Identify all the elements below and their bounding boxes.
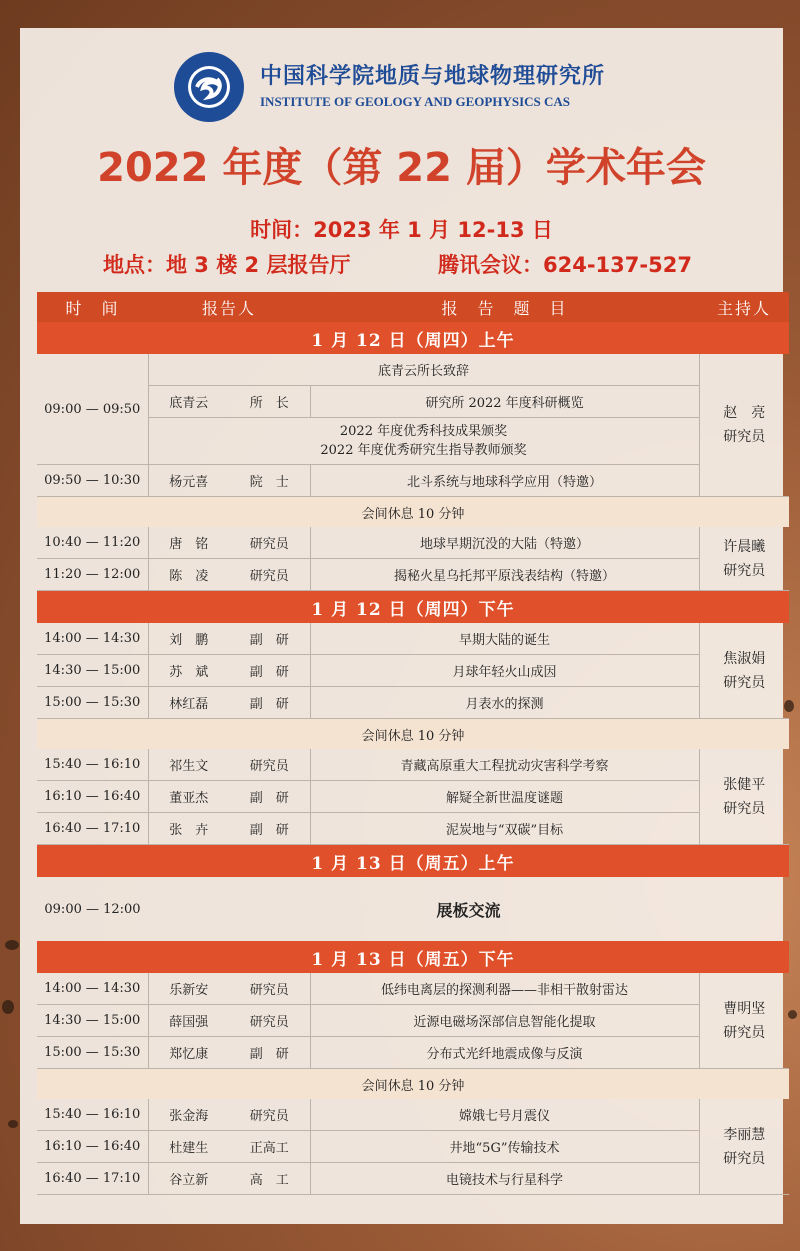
table-row [37,527,789,559]
time-cell: 15:40 — 16:10 [37,749,148,781]
time-cell: 09:00 — 12:00 [44,901,141,917]
time-cell: 09:00 — 09:50 [37,354,148,465]
host-cell [699,749,789,845]
host-name: 焦淑娟 [723,650,766,667]
host-role: 研究员 [723,1150,766,1167]
org-name-english: INSTITUTE OF GEOLOGY AND GEOPHYSICS CAS [260,94,571,109]
break-row [37,497,789,528]
speaker-role: 研究员 [229,1005,310,1037]
talk-title: 青藏高原重大工程扰动灾害科学考察 [310,749,699,781]
talk-title: 早期大陆的诞生 [310,623,699,655]
page-title: 2022 年度（第 22 届）学术年会 [97,145,706,191]
talk-title: 底青云所长致辞 [148,354,699,386]
talk-title [148,418,699,465]
speaker-name: 陈 凌 [148,559,229,591]
speaker-name: 杨元喜 [148,465,229,497]
host-cell [699,623,789,719]
time-cell: 14:00 — 14:30 [37,623,148,655]
speaker-role: 副 研 [229,781,310,813]
table-header-row [37,292,789,322]
speaker-name: 乐新安 [148,973,229,1005]
speaker-role: 副 研 [229,813,310,845]
speaker-name: 底青云 [148,386,229,418]
host-cell [699,1099,789,1195]
speaker-name: 唐 铭 [148,527,229,559]
time-cell: 10:40 — 11:20 [37,527,148,559]
institute-logo-icon [174,52,244,122]
break-label: 会间休息 10 分钟 [37,719,789,750]
table-row [37,749,789,781]
host-name: 张健平 [723,776,766,793]
tencent-meeting-id: 腾讯会议：624-137-527 [438,253,692,277]
time-cell: 16:10 — 16:40 [37,1131,148,1163]
talk-title: 分布式光纤地震成像与反演 [310,1037,699,1069]
award-line-1: 2022 年度优秀科技成果颁奖 [339,424,508,439]
speaker-role: 副 研 [229,687,310,719]
day-band [37,941,789,973]
table-row [37,1163,789,1195]
table-row [37,465,789,497]
time-cell: 16:40 — 17:10 [37,1163,148,1195]
speaker-role: 高 工 [229,1163,310,1195]
host-role: 研究员 [723,674,766,691]
time-cell: 16:40 — 17:10 [37,813,148,845]
speaker-name: 张 卉 [148,813,229,845]
time-cell: 14:30 — 15:00 [37,655,148,687]
program-card [20,28,783,1224]
table-row [37,418,789,465]
break-row [37,1069,789,1100]
talk-title: 解疑全新世温度谜题 [310,781,699,813]
day-band-label: 1 月 12 日（周四）下午 [37,591,789,624]
speaker-role: 所 长 [229,386,310,418]
talk-title: 研究所 2022 年度科研概览 [310,386,699,418]
table-row [37,687,789,719]
host-name: 李丽慧 [723,1126,766,1143]
table-row [37,781,789,813]
day-band-label: 1 月 12 日（周四）上午 [37,322,789,354]
speaker-name: 祁生文 [148,749,229,781]
table-row [37,655,789,687]
speaker-role: 研究员 [229,749,310,781]
time-cell: 16:10 — 16:40 [37,781,148,813]
host-name: 许晨曦 [723,538,766,555]
time-cell: 14:30 — 15:00 [37,1005,148,1037]
talk-title: 低纬电离层的探测利器——非相干散射雷达 [310,973,699,1005]
speaker-name: 杜建生 [148,1131,229,1163]
time-cell: 11:20 — 12:00 [37,559,148,591]
break-row [37,719,789,750]
host-cell [699,973,789,1069]
host-name: 赵 亮 [723,405,766,421]
talk-title: 电镜技术与行星科学 [310,1163,699,1195]
day-band [37,322,789,354]
speaker-name: 张金海 [148,1099,229,1131]
talk-title: 井地“5G”传输技术 [310,1131,699,1163]
table-row [37,354,789,386]
event-location: 地点：地 3 楼 2 层报告厅 [103,253,351,277]
table-row [37,1037,789,1069]
talk-title: 近源电磁场深部信息智能化提取 [310,1005,699,1037]
speaker-role: 院 士 [229,465,310,497]
column-header-host: 主持人 [699,292,789,322]
host-role: 研究员 [723,562,766,579]
speaker-role: 副 研 [229,1037,310,1069]
event-date: 时间：2023 年 1 月 12-13 日 [250,218,553,242]
org-name-chinese: 中国科学院地质与地球物理研究所 [260,63,606,89]
speaker-role: 研究员 [229,1099,310,1131]
talk-title: 地球早期沉没的大陆（特邀） [310,527,699,559]
day-band [37,591,789,624]
time-cell: 15:40 — 16:10 [37,1099,148,1131]
talk-title: 北斗系统与地球科学应用（特邀） [310,465,699,497]
speaker-role: 副 研 [229,623,310,655]
table-row [37,813,789,845]
column-header-speaker: 报告人 [148,292,310,322]
table-row [37,973,789,1005]
speaker-role: 正高工 [229,1131,310,1163]
speaker-role: 研究员 [229,559,310,591]
break-label: 会间休息 10 分钟 [37,497,789,528]
speaker-name: 林红磊 [148,687,229,719]
speaker-role: 研究员 [229,973,310,1005]
table-row [37,623,789,655]
speaker-name: 谷立新 [148,1163,229,1195]
host-cell [699,354,789,497]
schedule-table [37,292,789,1195]
header [20,28,783,318]
speaker-name: 薛国强 [148,1005,229,1037]
time-cell: 14:00 — 14:30 [37,973,148,1005]
day-band-label: 1 月 13 日（周五）上午 [37,845,789,878]
speaker-role: 副 研 [229,655,310,687]
talk-title: 月球年轻火山成因 [310,655,699,687]
table-row [37,386,789,418]
host-role: 研究员 [723,1024,766,1041]
break-label: 会间休息 10 分钟 [37,1069,789,1100]
poster-session-title: 展板交流 [436,900,501,920]
time-cell: 15:00 — 15:30 [37,687,148,719]
speaker-name: 苏 斌 [148,655,229,687]
speaker-role: 研究员 [229,527,310,559]
column-header-time: 时 间 [37,292,148,322]
table-row [37,1131,789,1163]
host-role: 研究员 [723,429,766,445]
speaker-name: 郑忆康 [148,1037,229,1069]
award-line-2: 2022 年度优秀研究生指导教师颁奖 [320,443,527,458]
table-row [37,1005,789,1037]
talk-title: 月表水的探测 [310,687,699,719]
time-cell: 15:00 — 15:30 [37,1037,148,1069]
table-row [37,1099,789,1131]
day-band [37,845,789,878]
talk-title: 嫦娥七号月震仪 [310,1099,699,1131]
day-band-label: 1 月 13 日（周五）下午 [37,941,789,973]
speaker-name: 董亚杰 [148,781,229,813]
speaker-name: 刘 鹏 [148,623,229,655]
time-cell: 09:50 — 10:30 [37,465,148,497]
talk-title: 泥炭地与“双碳”目标 [310,813,699,845]
table-row [37,877,789,941]
host-role: 研究员 [723,800,766,817]
table-row [37,559,789,591]
host-cell [699,527,789,591]
column-header-title: 报 告 题 目 [310,292,699,322]
host-name: 曹明坚 [723,1000,766,1017]
talk-title: 揭秘火星乌托邦平原浅表结构（特邀） [310,559,699,591]
